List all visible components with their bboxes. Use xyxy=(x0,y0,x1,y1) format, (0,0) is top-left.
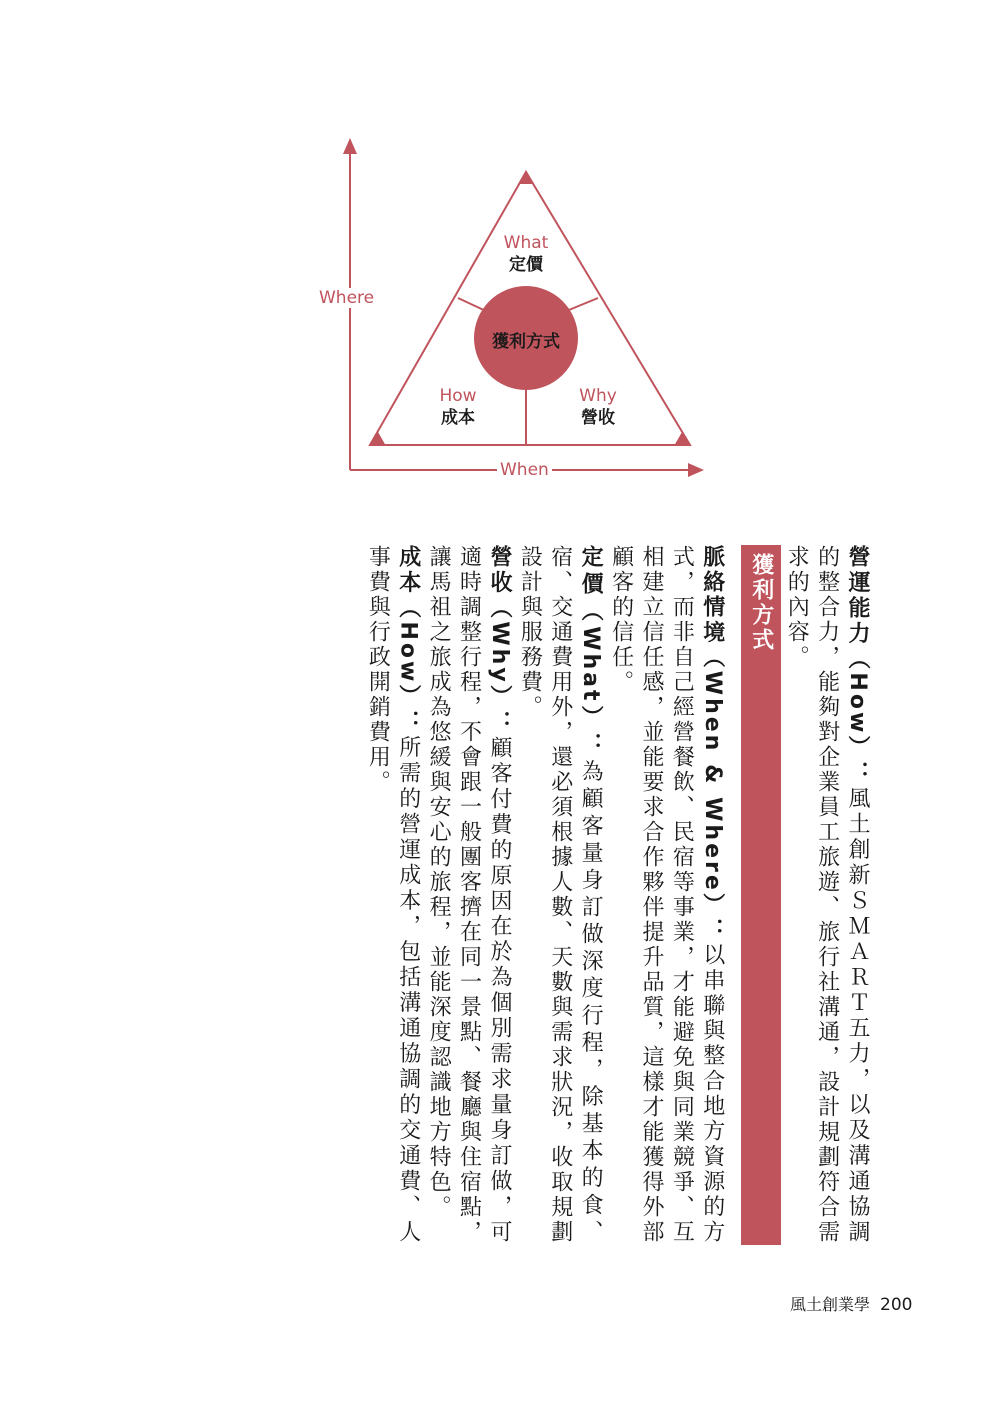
diagram-graphics xyxy=(300,120,720,500)
page-footer xyxy=(790,1292,912,1315)
paragraph-cost-body: 所需的營運成本，包括溝通協調的交通費、人事費與行政開銷費用。 xyxy=(365,545,421,1245)
section-title-wrap xyxy=(741,545,781,1245)
axis-label-when: When xyxy=(497,460,552,480)
paragraph-cost-heading: 成本（How）： xyxy=(395,545,421,736)
profit-model-diagram xyxy=(300,120,720,500)
body-text xyxy=(262,545,872,1245)
paragraph-context xyxy=(605,545,727,1245)
left-segment-label xyxy=(422,385,494,429)
paragraph-revenue xyxy=(423,545,514,1245)
section-title: 獲利方式 xyxy=(741,545,781,1245)
top-segment-label xyxy=(490,232,562,276)
paragraph-cost xyxy=(362,545,423,1245)
paragraph-operations-body: 風土創新ＳＭＡＲＴ五力，以及溝通協調的整合力，能夠對企業員工旅遊、旅行社溝通，設計規劃符合需求的內容。 xyxy=(784,545,870,1246)
top-segment-en: What xyxy=(503,233,549,253)
paragraph-operations xyxy=(781,545,872,1245)
y-axis-arrow xyxy=(343,138,357,154)
paragraph-context-heading: 脈絡情境（When & Where）： xyxy=(699,545,725,944)
vertex-top xyxy=(518,170,534,184)
x-axis-arrow xyxy=(688,463,704,477)
paragraph-revenue-body: 顧客付費的原因在於為個別需求量身訂做，可適時調整行程，不會跟一般團客擠在同一景點、餐廳與住宿點，讓馬祖之旅成為悠緩與安心的旅程，並能深度認識地方特色。 xyxy=(426,545,512,1245)
paragraph-pricing-heading: 定價（What）： xyxy=(578,545,604,760)
left-segment-en: How xyxy=(439,386,477,406)
vertex-right xyxy=(674,432,690,446)
axis-label-where: Where xyxy=(316,288,377,308)
right-segment-zh: 營收 xyxy=(581,408,615,428)
right-segment-en: Why xyxy=(579,386,617,406)
paragraph-operations-heading: 營運能力（How）： xyxy=(845,545,870,787)
book-title: 風土創業學 xyxy=(790,1295,871,1314)
right-segment-label xyxy=(562,385,634,429)
center-label: 獲利方式 xyxy=(492,332,560,352)
left-segment-zh: 成本 xyxy=(441,408,475,428)
paragraph-context-body: 以串聯與整合地方資源的方式，而非自己經營餐飲、民宿等事業，才能避免與同業競爭、互相建立信任感，並能要求合作夥伴提升品質，這樣才能獲得外部顧客的信任。 xyxy=(608,545,725,1246)
top-segment-zh: 定價 xyxy=(509,255,543,275)
paragraph-pricing xyxy=(514,545,605,1245)
page-number: 200 xyxy=(880,1295,913,1315)
paragraph-revenue-heading: 營收（Why）： xyxy=(486,545,512,737)
paragraph-pricing-body: 為顧客量身訂做深度行程，除基本的食、宿、交通費用外，還必須根據人數、天數與需求狀況，收取規劃設計與服務費。 xyxy=(517,545,604,1246)
